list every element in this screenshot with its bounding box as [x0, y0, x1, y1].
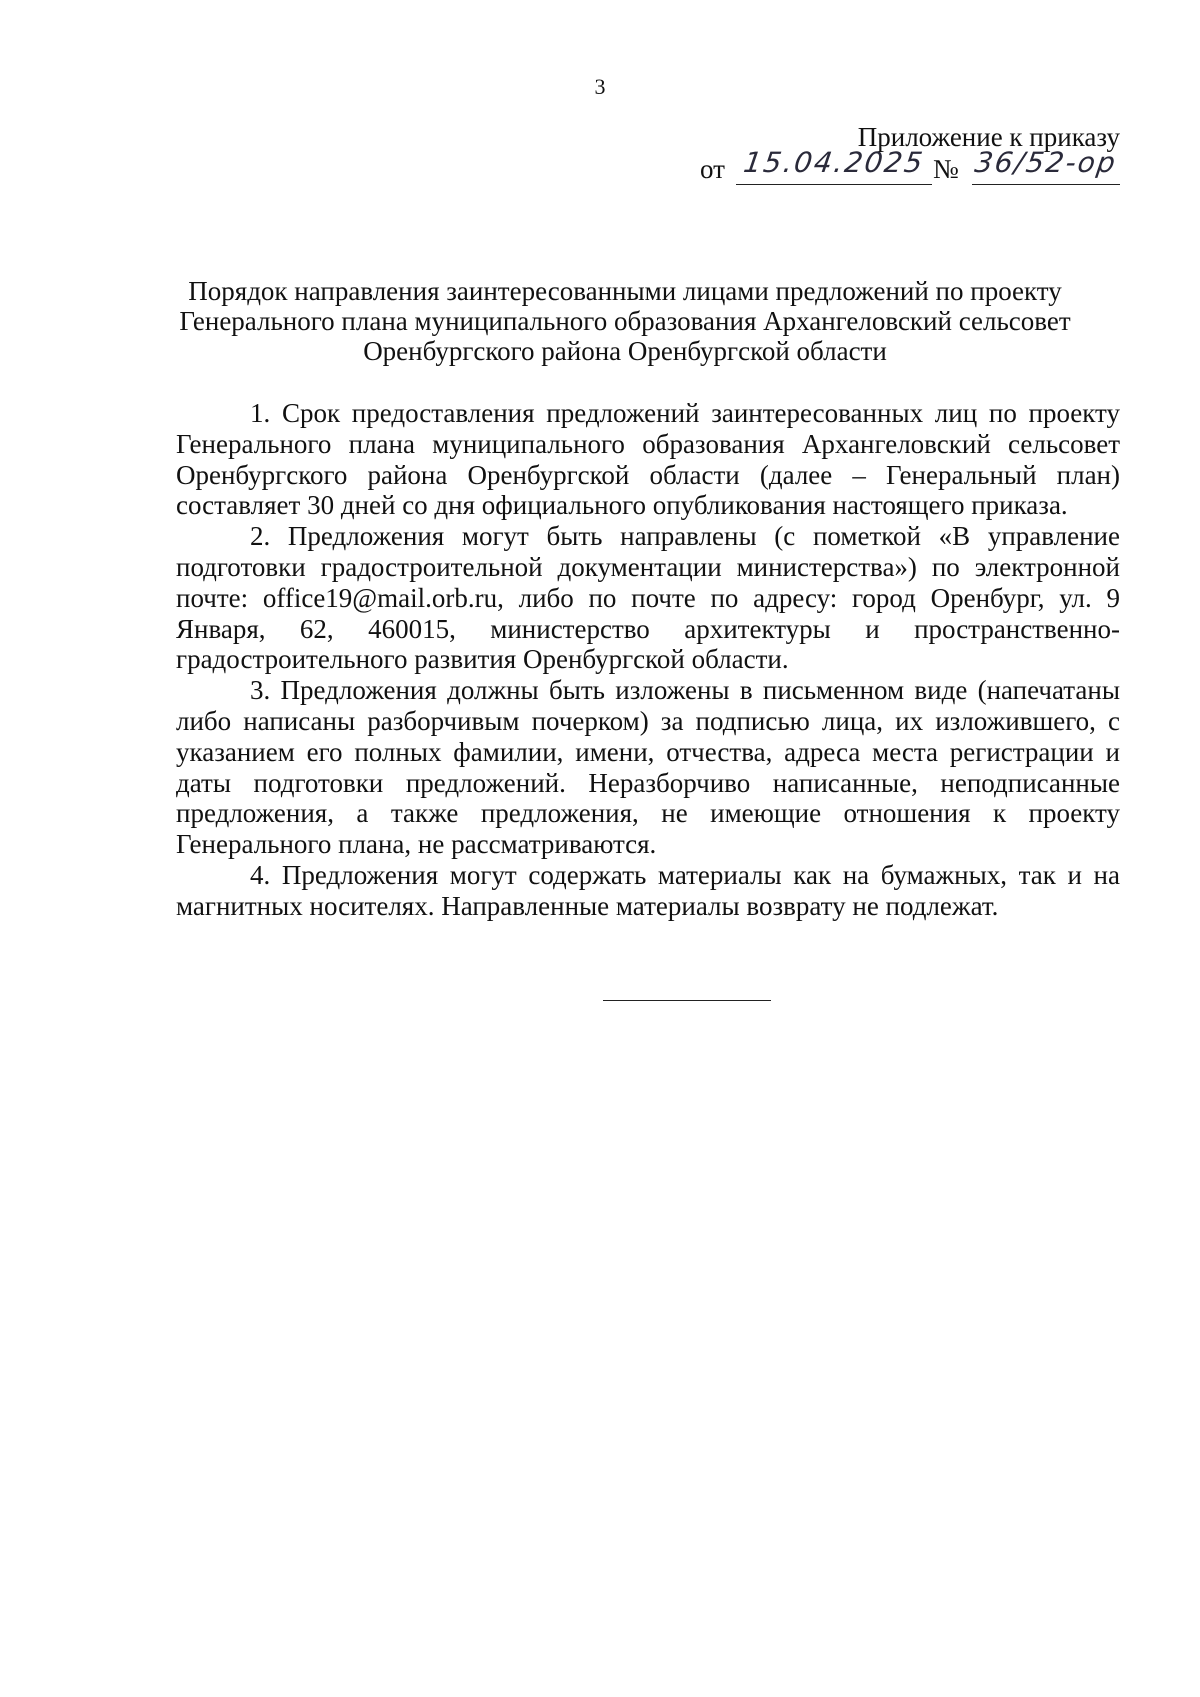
paragraph-1: 1. Срок предоставления предложений заинтересованных лиц по проекту Генерального плана муниципального образования Архангеловский сельсовет Оренбургского района Оренбургской области (далее – Генеральный план) составляет 30 дней со дня официального опубликования настоящего приказа. — [176, 398, 1120, 521]
date-prefix-label: от — [700, 154, 725, 184]
date-field — [736, 146, 932, 185]
order-reference-line — [700, 146, 1120, 192]
document-body — [176, 398, 1120, 922]
paragraph-3: 3. Предложения должны быть изложены в письменном виде (напечатаны либо написаны разборчивым почерком) за подписью лица, их изложившего, с указанием его полных фамилии, имени, отчества, адреса места регистрации и даты подготовки предложений. Неразборчиво написанные, неподписанные предложения, а также предложения, не имеющие отношения к проекту Генерального плана, не рассматриваются. — [176, 675, 1120, 860]
handwritten-number: 36/52-ор — [972, 146, 1120, 179]
document-title: Порядок направления заинтересованными лицами предложений по проекту Генерального плана муниципального образования Архангеловский сельсовет Оренбургского района Оренбургской области — [179, 276, 1071, 366]
paragraph-4: 4. Предложения могут содержать материалы как на бумажных, так и на магнитных носителях. Направленные материалы возврату не подлежат. — [176, 859, 1120, 921]
paragraph-2: 2. Предложения могут быть направлены (с пометкой «В управление подготовки градостроительной документации министерства») по электронной почте: office19@mail.orb.ru, либо по почте по адресу: город Оренбург, ул. 9 Января, 62, 460015, министерство архитектуры и пространственно-градостроительного развития Оренбургской области. — [176, 521, 1120, 675]
end-divider — [603, 1000, 771, 1001]
appendix-heading: Приложение к приказу — [857, 122, 1120, 152]
page-number: 3 — [594, 74, 606, 99]
handwritten-date: 15.04.2025 — [741, 146, 927, 179]
number-field — [972, 146, 1120, 185]
number-prefix-label: № — [933, 154, 959, 184]
